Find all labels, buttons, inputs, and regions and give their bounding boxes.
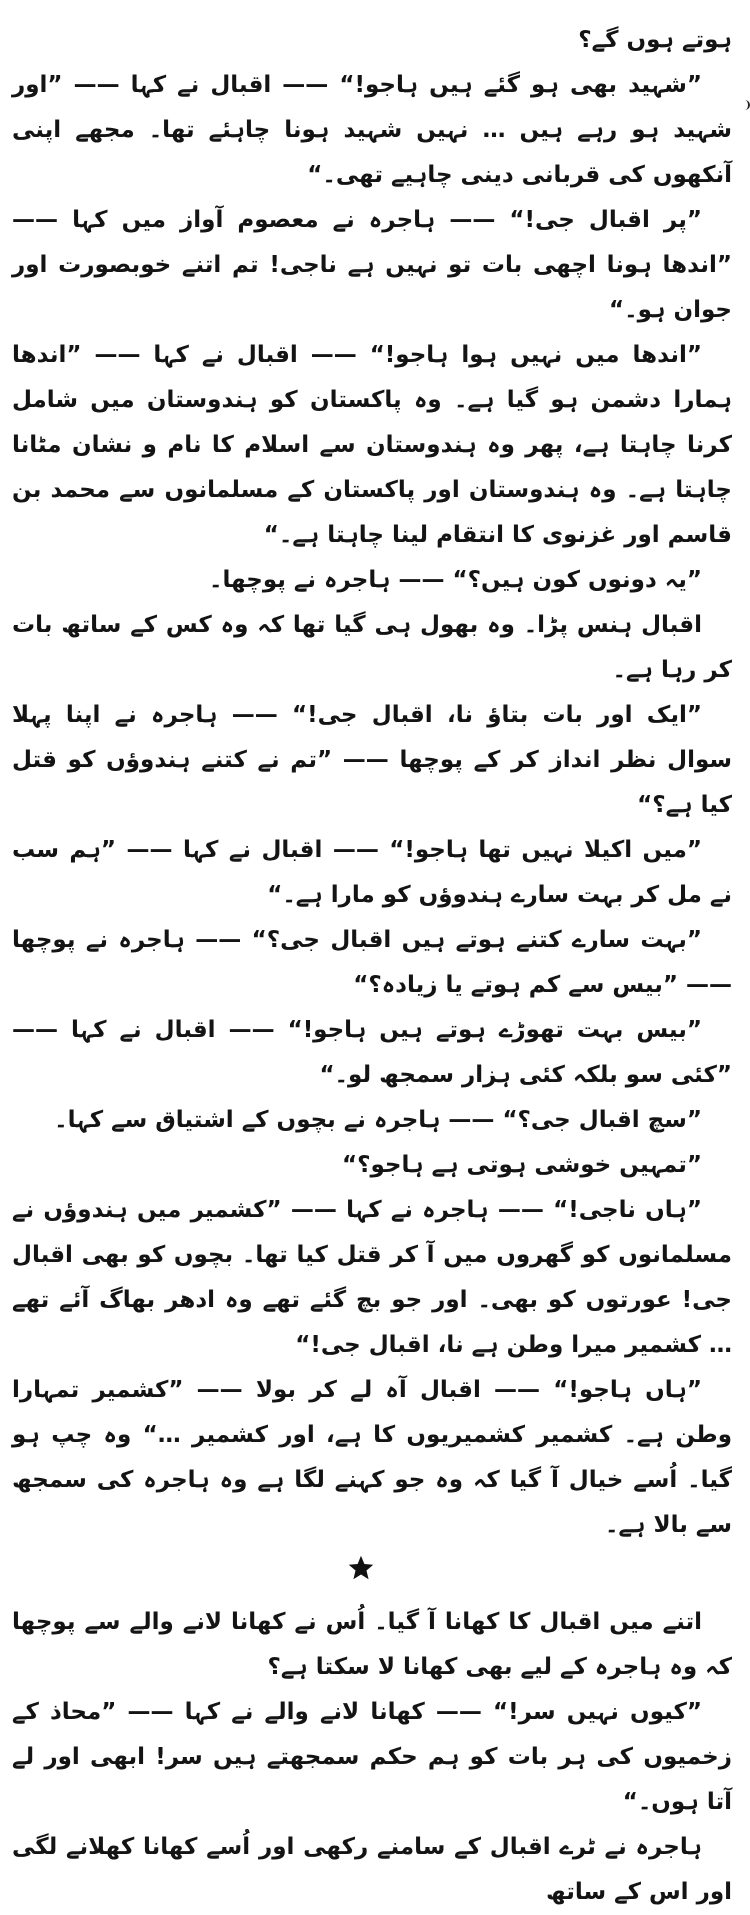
paragraph: ”ہاں ہاجو!“ —— اقبال آہ لے کر بولا —— ”کشمیر تمہارا وطن ہے۔ کشمیر کشمیریوں کا ہے، اور کشمیر …“ وہ چپ ہو گیا۔ اُسے خیال آ گیا کہ وہ جو کہنے لگا ہے وہ ہاجرہ کی سمجھ سے بالا ہے۔ (12, 1377, 732, 1538)
paragraph: اقبال ہنس پڑا۔ وہ بھول ہی گیا تھا کہ وہ کس کے ساتھ بات کر رہا ہے۔ (12, 612, 732, 683)
star-icon (347, 1554, 375, 1582)
paragraph: ”کیوں نہیں سر!“ —— کھانا لانے والے نے کہا —— ”محاذ کے زخمیوں کی ہر بات کو ہم حکم سمجھتے ہیں سر! ابھی اور لے آتا ہوں۔“ (12, 1699, 732, 1815)
paragraph: ”یہ دونوں کون ہیں؟“ —— ہاجرہ نے پوچھا۔ (208, 567, 702, 593)
paragraph: ہوتے ہوں گے؟ (578, 27, 732, 53)
paragraph: ”بیس بہت تھوڑے ہوتے ہیں ہاجو!“ —— اقبال نے کہا —— ”کئی سو بلکہ کئی ہزار سمجھ لو۔“ (12, 1017, 732, 1088)
paragraph: ”ہاں ناجی!“ —— ہاجرہ نے کہا —— ”کشمیر میں ہندوؤں نے مسلمانوں کو گھروں میں آ کر قتل کیا تھا۔ بچوں کو بھی اقبال جی! عورتوں کو بھی۔ اور جو بچ گئے تھے وہ ادھر بھاگ آئے تھے … کشمیر میرا وطن ہے نا، اقبال جی!“ (12, 1197, 732, 1358)
section-separator (12, 1548, 732, 1600)
paragraph: ”میں اکیلا نہیں تھا ہاجو!“ —— اقبال نے کہا —— ”ہم سب نے مل کر بہت سارے ہندوؤں کو مارا ہے۔“ (12, 837, 732, 908)
paragraph: ”پر اقبال جی!“ —— ہاجرہ نے معصوم آواز میں کہا —— ”اندھا ہونا اچھی بات تو نہیں ہے ناجی! تم اتنے خوبصورت اور جوان ہو۔“ (12, 207, 732, 323)
margin-mark (744, 100, 750, 110)
paragraph: اتنے میں اقبال کا کھانا آ گیا۔ اُس نے کھانا لانے والے سے پوچھا کہ وہ ہاجرہ کے لیے بھی کھانا لا سکتا ہے؟ (12, 1609, 732, 1680)
paragraph: ”شہید بھی ہو گئے ہیں ہاجو!“ —— اقبال نے کہا —— ”اور شہید ہو رہے ہیں … نہیں شہید ہونا چاہئے تھا۔ مجھے اپنی آنکھوں کی قربانی دینی چاہیے تھی۔“ (12, 72, 732, 188)
paragraph: ”بہت سارے کتنے ہوتے ہیں اقبال جی؟“ —— ہاجرہ نے پوچھا —— ”بیس سے کم ہوتے یا زیادہ؟“ (12, 927, 732, 998)
paragraph: ”سچ اقبال جی؟“ —— ہاجرہ نے بچوں کے اشتیاق سے کہا۔ (54, 1107, 702, 1133)
paragraph: ہاجرہ نے ٹرے اقبال کے سامنے رکھی اور اُسے کھانا کھلانے لگی اور اس کے ساتھ (12, 1834, 732, 1905)
paragraph: ”اندھا میں نہیں ہوا ہاجو!“ —— اقبال نے کہا —— ”اندھا ہمارا دشمن ہو گیا ہے۔ وہ پاکستان کو ہندوستان میں شامل کرنا چاہتا ہے، پھر وہ ہندوستان سے اسلام کا نام و نشان مٹانا چاہتا ہے۔ وہ ہندوستان اور پاکستان کے مسلمانوں سے محمد بن قاسم اور غزنوی کا انتقام لینا چاہتا ہے۔“ (12, 342, 732, 548)
second-section (12, 1600, 732, 1915)
text-column (12, 18, 732, 1915)
paragraph: ”ایک اور بات بتاؤ نا، اقبال جی!“ —— ہاجرہ نے اپنا پہلا سوال نظر انداز کر کے پوچھا —— ”تم نے کتنے ہندوؤں کو قتل کیا ہے؟“ (12, 702, 732, 818)
paragraph: ”تمہیں خوشی ہوتی ہے ہاجو؟“ (342, 1152, 702, 1178)
